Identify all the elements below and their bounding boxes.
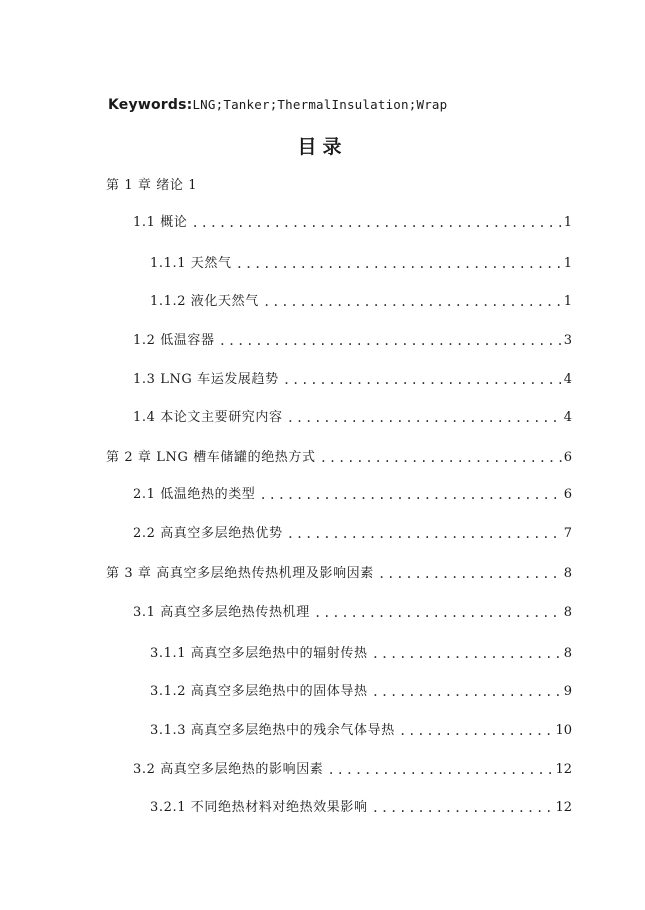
toc-entry-chapter-1[interactable]	[106, 176, 197, 196]
toc-entry-label: 1.1 概论	[133, 215, 188, 230]
toc-entry-page: 9	[563, 684, 572, 699]
toc-leader-dots	[259, 485, 561, 505]
toc-entry-1-4[interactable]	[133, 408, 572, 428]
toc-leader-dots	[236, 254, 562, 274]
toc-entry-label: 2.1 低温绝热的类型	[133, 487, 256, 502]
toc-entry-page: 7	[563, 526, 572, 541]
toc-entry-page: 12	[555, 800, 572, 815]
toc-entry-3-2-1[interactable]	[150, 798, 572, 818]
toc-entry-3-1-3[interactable]	[150, 721, 572, 741]
keywords-value: LNG;Tanker;ThermalInsulation;Wrap	[192, 97, 448, 112]
toc-entry-page: 8	[563, 605, 572, 620]
keywords-label: Keywords:	[108, 97, 193, 113]
toc-entry-2-1[interactable]	[133, 485, 572, 505]
toc-leader-dots	[372, 798, 554, 818]
toc-entry-page: 1	[563, 215, 572, 230]
toc-entry-label: 1.1.2 液化天然气	[150, 294, 259, 309]
toc-entry-page: 3	[563, 333, 572, 348]
toc-entry-label: 第 3 章 高真空多层绝热传热机理及影响因素	[106, 566, 374, 581]
toc-entry-3-1-1[interactable]	[150, 644, 572, 664]
toc-entry-page: 1	[563, 294, 572, 309]
toc-entry-page: 4	[563, 372, 572, 387]
toc-entry-label: 第 2 章 LNG 槽车储罐的绝热方式	[106, 450, 316, 465]
toc-leader-dots	[378, 564, 562, 584]
toc-leader-dots	[263, 292, 562, 312]
toc-entry-page: 1	[563, 256, 572, 271]
toc-entry-1-1-1[interactable]	[150, 254, 572, 274]
toc-entry-label: 第 1 章 绪论 1	[106, 178, 198, 193]
toc-entry-page: 12	[555, 762, 572, 777]
toc-leader-dots	[219, 331, 562, 351]
toc-entry-label: 1.4 本论文主要研究内容	[133, 410, 283, 425]
toc-entry-label: 3.1 高真空多层绝热传热机理	[133, 605, 310, 620]
toc-title: 目录	[297, 136, 348, 158]
toc-entry-page: 8	[563, 566, 572, 581]
toc-leader-dots	[287, 524, 562, 544]
toc-entry-label: 1.2 低温容器	[133, 333, 215, 348]
toc-entry-label: 2.2 高真空多层绝热优势	[133, 526, 283, 541]
toc-entry-page: 6	[563, 487, 572, 502]
toc-leader-dots	[399, 721, 554, 741]
toc-entry-label: 3.2 高真空多层绝热的影响因素	[133, 762, 324, 777]
toc-entry-3-1[interactable]	[133, 603, 572, 623]
toc-entry-label: 3.1.2 高真空多层绝热中的固体导热	[150, 684, 368, 699]
toc-leader-dots	[287, 408, 562, 428]
toc-entry-3-2[interactable]	[133, 760, 572, 780]
toc-entry-label: 3.1.1 高真空多层绝热中的辐射传热	[150, 646, 368, 661]
toc-entry-page: 4	[563, 410, 572, 425]
toc-leader-dots	[372, 682, 562, 702]
toc-leader-dots	[283, 370, 562, 390]
toc-entry-1-2[interactable]	[133, 331, 572, 351]
toc-entry-page: 8	[563, 646, 572, 661]
toc-entry-3-1-2[interactable]	[150, 682, 572, 702]
toc-leader-dots	[372, 644, 562, 664]
toc-entry-label: 1.3 LNG 车运发展趋势	[133, 372, 279, 387]
toc-entry-chapter-3[interactable]	[106, 564, 572, 584]
toc-entry-page: 6	[563, 450, 572, 465]
toc-leader-dots	[320, 448, 562, 468]
toc-entry-page: 10	[555, 723, 572, 738]
toc-entry-chapter-2[interactable]	[106, 448, 572, 468]
toc-entry-2-2[interactable]	[133, 524, 572, 544]
toc-leader-dots	[327, 760, 553, 780]
toc-entry-1-1-2[interactable]	[150, 292, 572, 312]
toc-entry-label: 3.2.1 不同绝热材料对绝热效果影响	[150, 800, 368, 815]
toc-entry-label: 1.1.1 天然气	[150, 256, 232, 271]
toc-leader-dots	[191, 213, 561, 233]
toc-entry-label: 3.1.3 高真空多层绝热中的残余气体导热	[150, 723, 395, 738]
toc-entry-1-3[interactable]	[133, 370, 572, 390]
toc-leader-dots	[314, 603, 562, 623]
toc-entry-1-1[interactable]	[133, 213, 572, 233]
keywords-line	[108, 97, 447, 113]
